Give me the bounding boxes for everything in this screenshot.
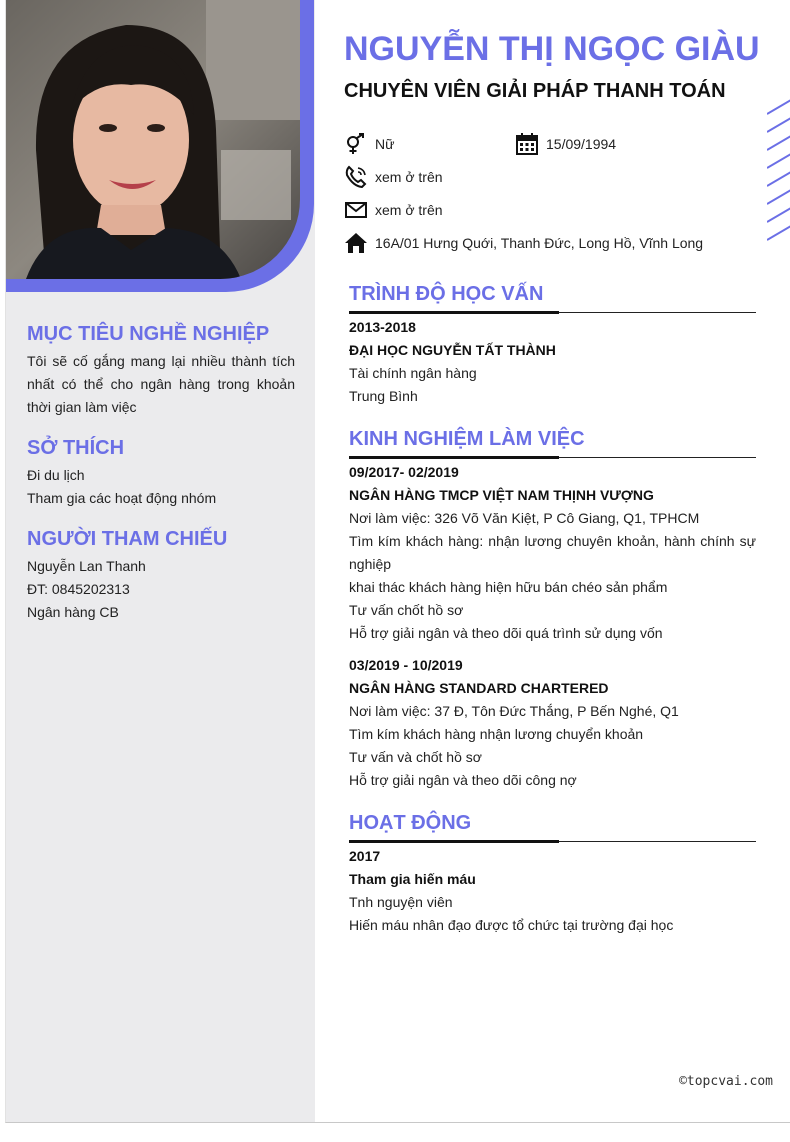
reference-company: Ngân hàng CB	[27, 604, 119, 620]
objective-title: MỤC TIÊU NGHỀ NGHIỆP	[27, 323, 270, 345]
job-detail: Hỗ trợ giải ngân và theo dõi công nợ	[349, 772, 577, 788]
education-period: 2013-2018	[349, 319, 416, 335]
job-detail: Tìm kím khách hàng nhận lương chuyển khoản	[349, 726, 644, 742]
job-detail: Tư vấn chốt hồ sơ	[349, 602, 464, 618]
education-header	[349, 281, 756, 313]
birthday-value: 15/09/1994	[546, 136, 617, 152]
education-major: Tài chính ngân hàng	[349, 365, 477, 381]
candidate-name: NGUYỄN THỊ NGỌC GIÀU	[344, 30, 760, 68]
phone-row	[344, 165, 443, 189]
education-entry	[349, 316, 756, 408]
gender-icon	[344, 132, 368, 156]
education-grade: Trung Bình	[349, 388, 418, 404]
email-icon	[344, 198, 368, 222]
home-icon	[344, 231, 368, 255]
activity-role: Tnh nguyện viên	[349, 894, 453, 910]
email-value: xem ở trên	[375, 202, 443, 218]
references-title: NGƯỜI THAM CHIẾU	[27, 528, 228, 550]
objective-text: Tôi sẽ cố gắng mang lại nhiều thành tích nhất có thể cho ngân hàng trong khoản thời gian làm việc	[27, 353, 295, 415]
gender-value: Nữ	[375, 136, 395, 152]
job-period: 09/2017- 02/2019	[349, 464, 459, 480]
education-school: ĐẠI HỌC NGUYỄN TẤT THÀNH	[349, 342, 556, 358]
education-title: TRÌNH ĐỘ HỌC VẤN	[349, 283, 544, 305]
candidate-title: CHUYÊN VIÊN GIẢI PHÁP THANH TOÁN	[344, 80, 726, 102]
section-divider	[349, 841, 756, 842]
profile-photo	[6, 0, 300, 279]
objective-section	[27, 322, 295, 419]
job-detail: Tư vấn và chốt hồ sơ	[349, 749, 482, 765]
section-divider	[349, 457, 756, 458]
watermark: ©topcvai.com	[679, 1074, 773, 1089]
email-row	[344, 198, 443, 222]
experience-title: KINH NGHIỆM LÀM VIỆC	[349, 428, 585, 450]
profile-photo-frame	[6, 0, 314, 292]
decorative-stripes	[767, 96, 790, 242]
activity-name: Tham gia hiến máu	[349, 871, 476, 887]
gender-row	[344, 132, 394, 156]
activity-year: 2017	[349, 848, 381, 864]
job-detail: Nơi làm việc: 37 Đ, Tôn Đức Thắng, P Bến Nghé, Q1	[349, 703, 679, 719]
job-detail: Hỗ trợ giải ngân và theo dõi quá trình sử dụng vốn	[349, 625, 663, 641]
references-section	[27, 527, 295, 624]
job-entry	[349, 654, 756, 792]
hobby-item: Tham gia các hoạt động nhóm	[27, 490, 217, 506]
job-period: 03/2019 - 10/2019	[349, 657, 463, 673]
job-company: NGÂN HÀNG STANDARD CHARTERED	[349, 680, 609, 696]
activity-description: Hiến máu nhân đạo được tổ chức tại trường đại học	[349, 917, 674, 933]
cv-page	[5, 0, 790, 1123]
job-company: NGÂN HÀNG TMCP VIỆT NAM THỊNH VƯỢNG	[349, 487, 654, 503]
phone-value: xem ở trên	[375, 169, 443, 185]
reference-phone: ĐT: 0845202313	[27, 581, 130, 597]
section-divider	[349, 312, 756, 313]
calendar-icon	[515, 132, 539, 156]
job-detail: khai thác khách hàng hiện hữu bán chéo sản phẩm	[349, 579, 668, 595]
hobby-item: Đi du lịch	[27, 467, 85, 483]
activities-title: HOẠT ĐỘNG	[349, 812, 472, 834]
job-detail: Tìm kím khách hàng: nhận lương chuyên khoản, hành chính sự nghiệp	[349, 533, 756, 572]
activities-header	[349, 810, 756, 842]
job-detail: Nơi làm việc: 326 Võ Văn Kiệt, P Cô Giang, Q1, TPHCM	[349, 510, 700, 526]
hobbies-section	[27, 436, 295, 510]
reference-name: Nguyễn Lan Thanh	[27, 558, 146, 574]
job-entry	[349, 461, 756, 645]
address-row	[344, 231, 703, 255]
address-value: 16A/01 Hưng Quới, Thanh Đức, Long Hồ, Vĩnh Long	[375, 235, 704, 251]
hobbies-title: SỞ THÍCH	[27, 437, 125, 459]
birthday-row	[515, 132, 616, 156]
experience-header	[349, 426, 756, 458]
activity-entry	[349, 845, 756, 937]
phone-icon	[344, 165, 368, 189]
sidebar	[6, 0, 315, 1122]
